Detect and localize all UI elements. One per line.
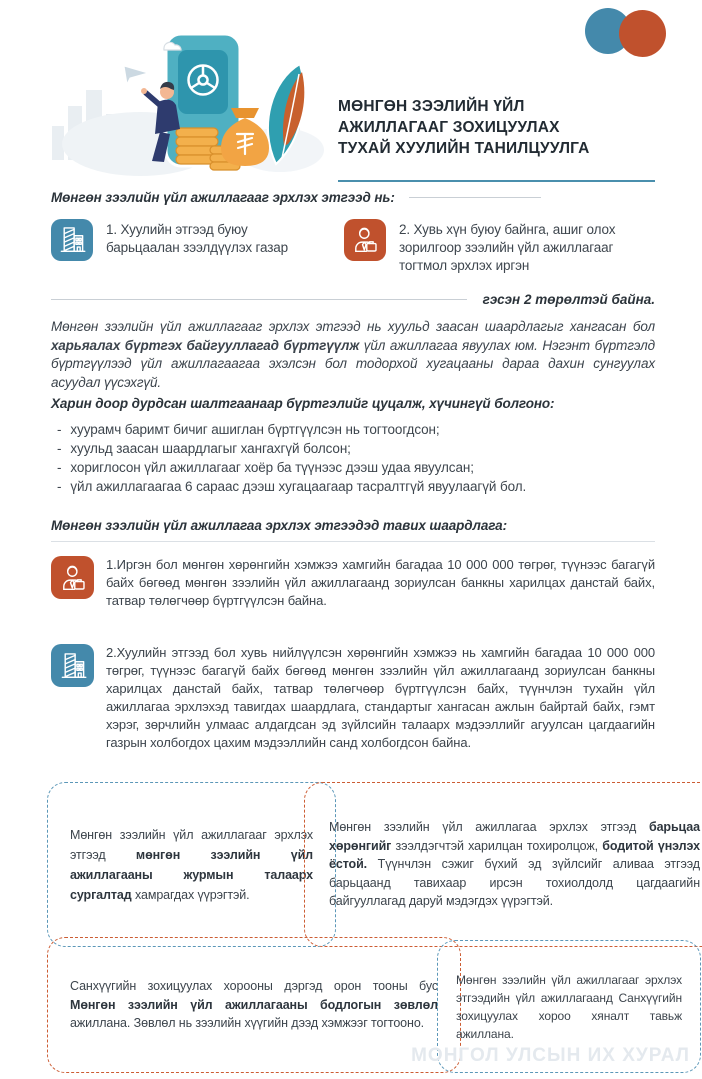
building-icon (51, 644, 94, 687)
entity-items-row (51, 219, 655, 275)
hero-illustration (48, 26, 328, 181)
red-circle-icon (619, 10, 666, 57)
entity-item-citizen-text: 2. Хувь хүн буюу байнга, ашиг олох зорилгоор зээлийн үйл ажиллагааг тогтмол эрхлэх иргэн (399, 222, 616, 273)
bullet-item: - хуурамч баримт бичиг ашиглан бүртгүүлсэн нь тогтоогдсон; (57, 420, 647, 439)
policy-council-text: Санхүүгийн зохицуулах хорооны дэргэд орон тооны бус Мөнгөн зээлийн үйл ажиллагааны бодлогын зөвлөл ажиллана. Зөвлөл нь зээлийн хүүгийн дээд хэмжээг тогтооно. (70, 979, 438, 1031)
parliament-watermark: МОНГОЛ УЛСЫН ИХ ХУРАЛ (411, 1045, 690, 1066)
policy-council-card (47, 937, 461, 1073)
requirement-item-legal (51, 644, 655, 752)
page-title-line2: АЖИЛЛАГААГ ЗОХИЦУУЛАХ (338, 119, 560, 136)
collateral-valuation-card (304, 782, 702, 947)
summary-divider (51, 299, 467, 300)
requirements-heading-row (51, 518, 655, 533)
heading-divider (409, 197, 541, 198)
person-briefcase-icon (51, 556, 94, 599)
bullet-item: - хуульд заасан шаардлагыг хангахгүй болсон; (57, 439, 647, 458)
collateral-valuation-text: Мөнгөн зээлийн үйл ажиллагаа эрхлэх этгээд барьцаа хөрөнгийг зээлдэгчтэй харилцан тохиролцож, бодитой үнэлэх ёстой. Түүнчлэн сэжиг бүхий эд зүйлсийг аливаа этгээд барьцаанд тавихаар ирсэн тохиолдолд цагдаагийн байгууллагад даруй мэдэгдэх үүрэгтэй. (329, 820, 700, 909)
entities-summary-row (51, 292, 655, 307)
requirements-heading: Мөнгөн зээлийн үйл ажиллагаа эрхлэх этгээдэд тавих шаардлага: (51, 518, 507, 533)
entities-summary: гэсэн 2 төрөлтэй байна. (482, 292, 655, 307)
title-underline (338, 180, 655, 182)
entity-item-legal (51, 219, 316, 275)
requirement-citizen-text: 1.Иргэн бол мөнгөн хөрөнгийн хэмжээ хамгийн багадаа 10 000 000 төгрөг, түүнээс багагүй байх бөгөөд мөнгөн зээлийн үйл ажиллагаанд зориулсан банкны харилцах данстай байх, татвар төлөгчөөр бүртгүүлсэн байна. (106, 557, 655, 608)
requirements-divider (51, 541, 655, 542)
building-icon (51, 219, 93, 261)
cancellation-heading: Харин доор дурдсан шалтгаанаар бүртгэлийг цуцалж, хүчингүй болгоно: (51, 396, 555, 411)
entities-section-heading-row (51, 190, 541, 205)
page-title (338, 96, 590, 159)
bullet-item: - хориглосон үйл ажиллагааг хоёр ба түүнээс дээш удаа явуулсан; (57, 458, 647, 477)
training-obligation-card (47, 782, 336, 947)
bullet-item: - үйл ажиллагаагаа 6 сараас дээш хугацаагаар тасралтгүй явуулаагүй бол. (57, 477, 647, 496)
frc-supervision-text: Мөнгөн зээлийн үйл ажиллагааг эрхлэх этгээдийн үйл ажиллагаанд Санхүүгийн зохицуулах хороо хяналт тавьж ажиллана. (456, 972, 682, 1041)
requirement-item-citizen (51, 556, 655, 610)
person-briefcase-icon (344, 219, 386, 261)
entities-section-heading: Мөнгөн зээлийн үйл ажиллагааг эрхлэх этгээд нь: (51, 190, 395, 205)
registration-paragraph: Мөнгөн зээлийн үйл ажиллагааг эрхлэх этгээд нь хуульд заасан шаардлагыг хангасан бол харьяалах бүртгэх байгууллагад бүртгүүлж үйл ажиллагаа явуулах юм. Нэгэнт бүртгэлд бүртгүүлээд үйл ажиллагаагаа эхэлсэн бол тодорхой хугацааны дараа дахин сунгуулах асуудал үүсэхгүй. (51, 319, 655, 390)
entity-item-citizen (344, 219, 655, 275)
entity-item-legal-text: 1. Хуулийн этгээд буюу барьцаалан зээлдүүлэх газар (106, 222, 288, 255)
requirement-legal-text: 2.Хуулийн этгээд бол хувь нийлүүлсэн хөрөнгийн хэмжээ нь хамгийн багадаа 10 000 000 төгрөг, түүнээс багагүй байх бөгөөд мөнгөн зээлийн үйл ажиллагаанд зориулсан банкны харилцах данстай байх, татвар төлөгчөөр бүртгүүлсэн байх, түүнчлэн тухайн үйл ажиллагаа эрхлэхэд тавигдах шаардлага, стандартыг хангасан ажлын байртай байх, гэмт хэрэг, зөрчлийн улмаас алдагдсан эд зүйлсийн талаарх мэдээллийг агуулсан цагдаагийн газрын холбогдох цахим мэдээллийн санд холбогдсон байна. (106, 645, 655, 750)
cancellation-bullet-list (57, 420, 647, 496)
page-title-line1: МӨНГӨН ЗЭЭЛИЙН ҮЙЛ (338, 98, 525, 115)
training-obligation-text: Мөнгөн зээлийн үйл ажиллагааг эрхлэх этгээд мөнгөн зээлийн үйл ажиллагааны журмын талаарх сургалтад хамрагдах үүрэгтэй. (70, 827, 313, 902)
page-title-line3: ТУХАЙ ХУУЛИЙН ТАНИЛЦУУЛГА (338, 140, 590, 157)
